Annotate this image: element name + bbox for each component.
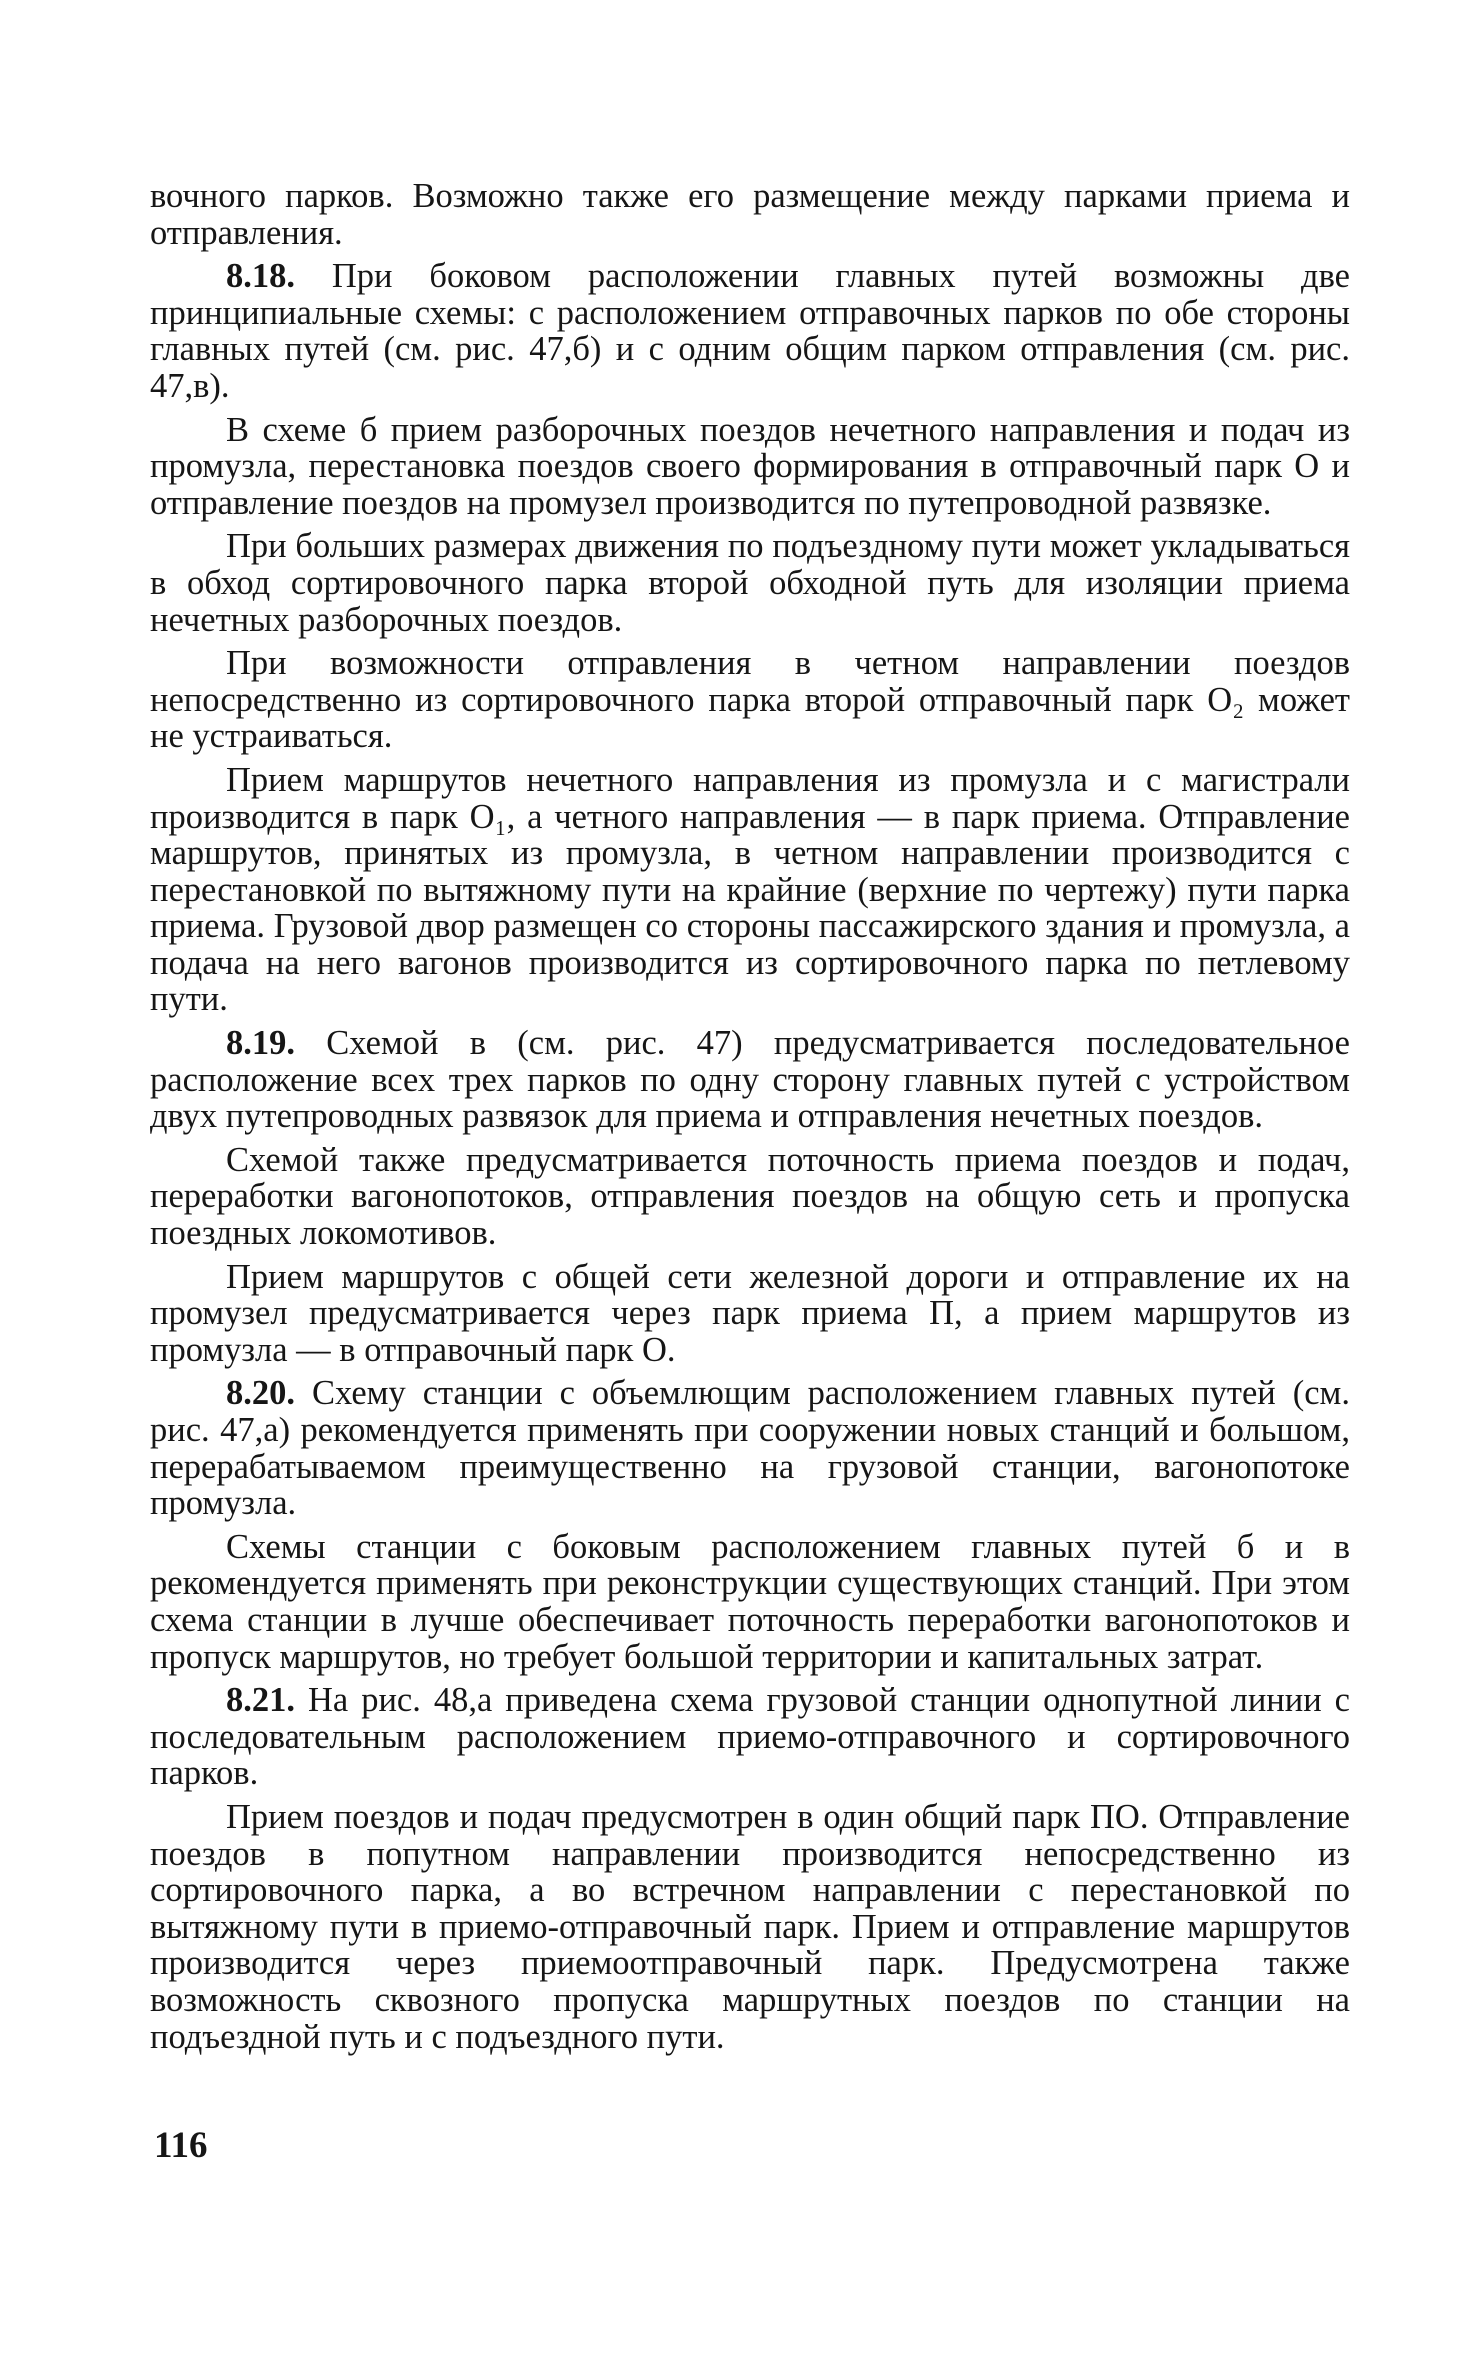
paragraph: 8.18. При боковом расположении главных путей возможны две принципиальные схемы: с расположением отправочных парков по обе стороны главных путей (см. рис. 47,б) и с одним общим парком отправления (см. рис. 47,в). bbox=[150, 257, 1350, 405]
paragraph: Прием поездов и подач предусмотрен в один общий парк ПО. Отправление поездов в попутном направлении производится непосредственно из сортировочного парка, а во встречном направлении с перестановкой по вытяжному пути в приемо-отправочный парк. Прием и отправление маршрутов производится через приемоотправочный парк. Предусмотрена также возможность сквозного пропуска маршрутных поездов по станции на подъездной путь и с подъездного пути. bbox=[150, 1797, 1350, 2056]
paragraph: 8.20. Схему станции с объемлющим расположением главных путей (см. рис. 47,а) рекомендуется применять при сооружении новых станций и большом, перерабатываемом преимущественно на грузовой станции, вагонопотоке промузла. bbox=[150, 1374, 1350, 1523]
paragraph: Прием маршрутов нечетного направления из промузла и с магистрали производится в парк О₁, а четного направления — в парк приема. Отправление маршрутов, принятых из промузла, в четном направлении производится с перестановкой по вытяжному пути на крайние (верхние по чертежу) пути парка приема. Грузовой двор размещен со стороны пассажирского здания и промузла, а подача на него вагонов производится из сортировочного парка по петлевому пути. bbox=[150, 760, 1350, 1019]
paragraph: При возможности отправления в четном направлении поездов непосредственно из сортировочного парка второй отправочный парк О₂ может не устраиваться. bbox=[150, 644, 1350, 756]
paragraph: В схеме б прием разборочных поездов нечетного направления и подач из промузла, перестановка поездов своего формирования в отправочный парк О и отправление поездов на промузел производится по путепроводной развязке. bbox=[150, 410, 1350, 522]
page-body bbox=[150, 178, 1350, 2062]
paragraph: Схемы станции с боковым расположением главных путей б и в рекомендуется применять при реконструкции существующих станций. При этом схема станции в лучше обеспечивает поточность переработки вагонопотоков и пропуск маршрутов, но требует большой территории и капитальных затрат. bbox=[150, 1527, 1350, 1676]
section-number: 8.19. bbox=[226, 1024, 295, 1063]
section-number: 8.20. bbox=[226, 1374, 295, 1413]
page-number: 116 bbox=[154, 2125, 208, 2166]
paragraph: При больших размерах движения по подъездному пути может укладываться в обход сортировочного парка второй обходной путь для изоляции приема нечетных разборочных поездов. bbox=[150, 527, 1350, 639]
paragraph: Схемой также предусматривается поточность приема поездов и подач, переработки вагонопотоков, отправления поездов на общую сеть и пропуска поездных локомотивов. bbox=[150, 1140, 1350, 1253]
section-number: 8.21. bbox=[226, 1681, 295, 1720]
paragraph: Прием маршрутов с общей сети железной дороги и отправление их на промузел предусматривается через парк приема П, а прием маршрутов из промузла — в отправочный парк О. bbox=[150, 1257, 1350, 1369]
paragraph: вочного парков. Возможно также его размещение между парками приема и отправления. bbox=[150, 177, 1350, 252]
paragraph: 8.19. Схемой в (см. рис. 47) предусматривается последовательное расположение всех трех парков по одну сторону главных путей с устройством двух путепроводных развязок для приема и отправления нечетных поездов. bbox=[150, 1024, 1350, 1136]
section-number: 8.18. bbox=[226, 257, 295, 296]
paragraph: 8.21. На рис. 48,а приведена схема грузовой станции однопутной линии с последовательным расположением приемо-отправочного и сортировочного парков. bbox=[150, 1681, 1350, 1793]
